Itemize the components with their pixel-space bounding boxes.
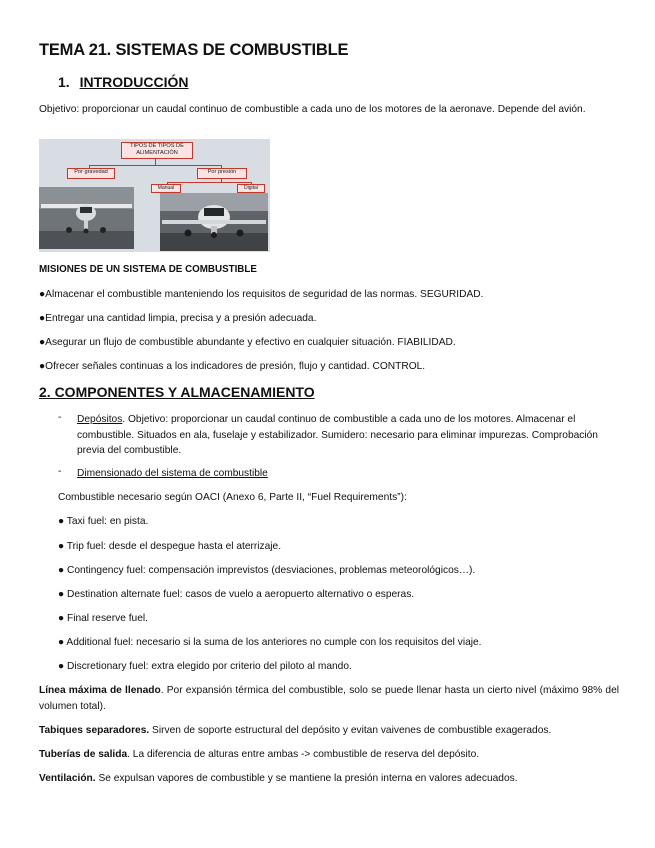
ventilacion-paragraph xyxy=(39,771,619,787)
linea-maxima-paragraph xyxy=(39,683,619,714)
tabiques-label: Tabiques separadores. xyxy=(39,725,150,736)
fuel-item: ● Discretionary fuel: extra elegido por criterio del piloto al mando. xyxy=(58,661,352,672)
linea-maxima-text: . Por expansión térmica del combustible, solo se puede llenar hasta un cierto nivel (máximo 98% del volumen total). xyxy=(39,685,620,712)
tuberias-text: . La diferencia de alturas entre ambas -> combustible de reserva del depósito. xyxy=(127,749,480,760)
fuel-item: ● Additional fuel: necesario si la suma de los anteriores no cumple con los requisitos del viaje. xyxy=(58,637,482,648)
page-title: TEMA 21. SISTEMAS DE COMBUSTIBLE xyxy=(39,41,349,59)
gravity-aircraft-photo xyxy=(39,187,134,249)
fuel-requirements-intro: Combustible necesario según OACI (Anexo 6, Parte II, “Fuel Requirements”): xyxy=(58,492,407,503)
fuel-item: ● Trip fuel: desde el despegue hasta el aterrizaje. xyxy=(58,541,282,552)
ventilacion-label: Ventilación. xyxy=(39,773,96,784)
objective-paragraph: Objetivo: proporcionar un caudal continuo de combustible a cada uno de los motores de la aeronave. Depende del avión. xyxy=(39,104,586,115)
mission-item: ●Entregar una cantidad limpia, precisa y a presión adecuada. xyxy=(39,313,317,324)
depositos-text: . Objetivo: proporcionar un caudal continuo de combustible a cada uno de los motores. Almacenar el combustible. Situados en ala, fuselaje y estabilizador. Sumidero: necesario para eliminar impurezas. Comprobación previa del combustible. xyxy=(77,414,598,456)
diagram-root-box: TIPOS DE TIPOS DE ALIMENTACIÓN xyxy=(121,142,193,159)
dash-bullet: - xyxy=(58,412,62,423)
dash-bullet: - xyxy=(58,466,62,477)
diagram-digital-box: Digital xyxy=(237,184,265,193)
depositos-paragraph xyxy=(77,412,622,459)
tuberias-label: Tuberías de salida xyxy=(39,749,128,760)
dimensionado-label: Dimensionado del sistema de combustible xyxy=(77,468,268,479)
diagram-manual-box: Manual xyxy=(151,184,181,193)
fuel-item: ● Destination alternate fuel: casos de vuelo a aeropuerto alternativo o esperas. xyxy=(58,589,415,600)
tabiques-text: Sirven de soporte estructural del depósito y evitan vaivenes de combustible exagerados. xyxy=(149,725,552,736)
diagram-gravity-box: Por gravedad xyxy=(67,168,115,179)
missions-heading: MISIONES DE UN SISTEMA DE COMBUSTIBLE xyxy=(39,264,257,275)
mission-item: ●Almacenar el combustible manteniendo los requisitos de seguridad de las normas. SEGURIDAD. xyxy=(39,289,484,300)
fuel-item: ● Final reserve fuel. xyxy=(58,613,148,624)
mission-item: ●Asegurar un flujo de combustible abundante y efectivo en cualquier situación. FIABILIDAD. xyxy=(39,337,456,348)
pressure-aircraft-photo xyxy=(160,193,268,251)
fuel-item: ● Taxi fuel: en pista. xyxy=(58,516,149,527)
depositos-label: Depósitos xyxy=(77,414,123,425)
tuberias-paragraph xyxy=(39,747,619,763)
fuel-feed-types-diagram xyxy=(39,139,270,252)
tabiques-paragraph xyxy=(39,723,619,739)
section-1-number: 1. xyxy=(58,74,70,90)
section-1-title: INTRODUCCIÓN xyxy=(79,74,189,90)
ventilacion-text: Se expulsan vapores de combustible y se mantiene la presión interna en valores adecuados. xyxy=(95,773,518,784)
section-2-heading: 2. COMPONENTES Y ALMACENAMIENTO xyxy=(39,384,315,400)
fuel-item: ● Contingency fuel: compensación imprevistos (desviaciones, problemas meteorológicos…). xyxy=(58,565,476,576)
mission-item: ●Ofrecer señales continuas a los indicadores de presión, flujo y cantidad. CONTROL. xyxy=(39,361,426,372)
section-1-heading xyxy=(58,74,188,90)
diagram-pressure-box: Por presión xyxy=(197,168,247,179)
linea-maxima-label: Línea máxima de llenado xyxy=(39,685,161,696)
